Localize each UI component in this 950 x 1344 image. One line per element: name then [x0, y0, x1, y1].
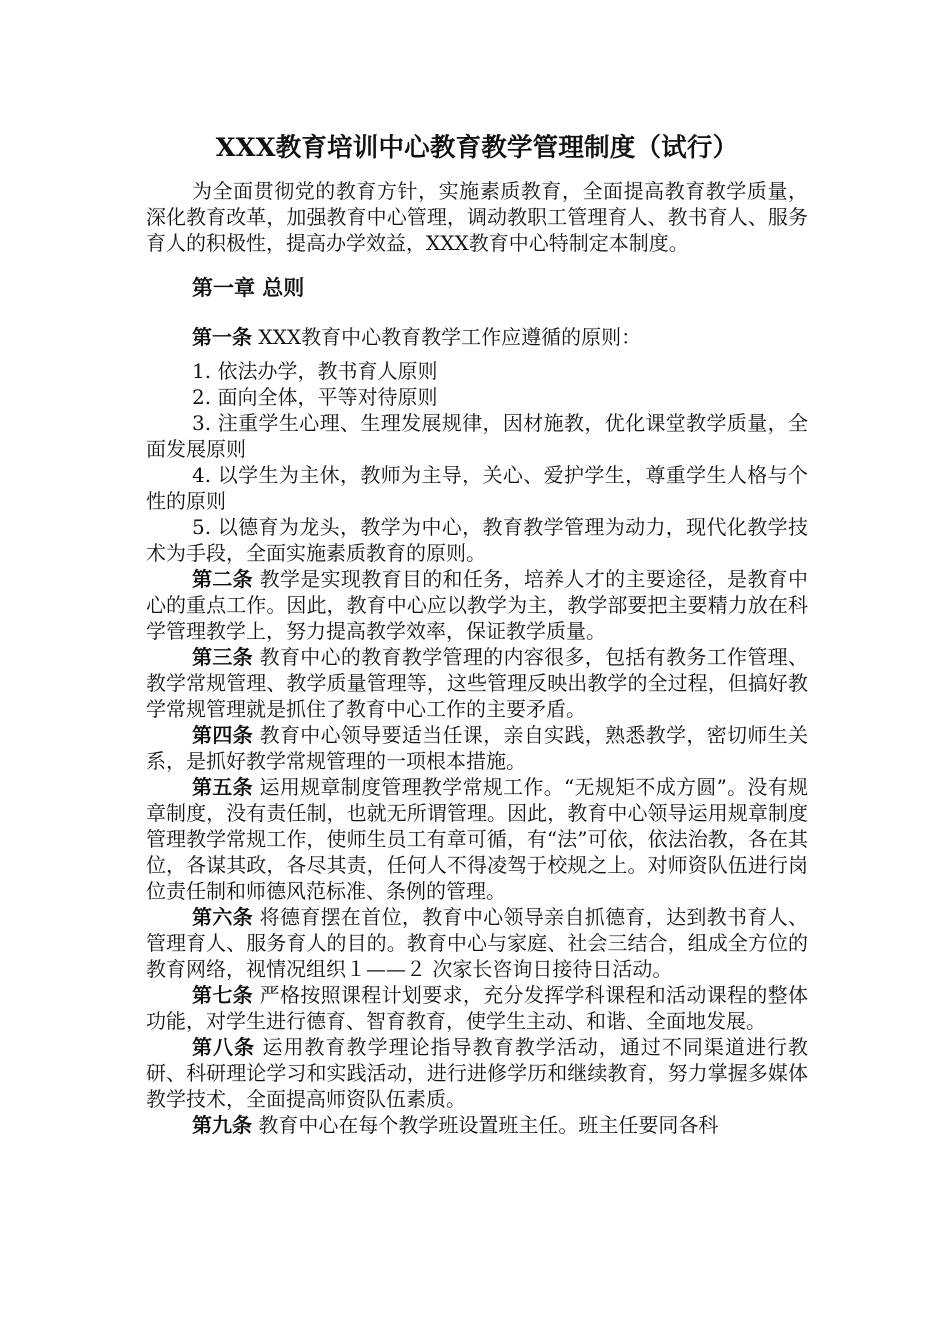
principle-item: 2. 面向全体，平等对待原则 [192, 385, 438, 409]
article-text: 严格按照课程计划要求，充分发挥学科课程和活动课程的整体功能，对学生进行德育、智育教育，使学生主动、和谐、全面地发展。 [146, 983, 809, 1033]
article-label: 第六条 [192, 905, 253, 929]
document-title: XXX教育培训中心教育教学管理制度（试行） [215, 133, 739, 163]
article-text: 教育中心领导要适当任课，亲自实践，熟悉教学，密切师生关系，是抓好教学常规管理的一项根本措施。 [146, 723, 809, 773]
article-text: 运用教育教学理论指导教育教学活动，通过不同渠道进行教研、科研理论学习和实践活动，进行进修学历和继续教育，努力掌握多媒体教学技术，全面提高师资队伍素质。 [146, 1035, 809, 1111]
article-label: 第八条 [192, 1035, 256, 1059]
article-label: 第一条 [192, 325, 252, 349]
document-body [146, 128, 808, 1138]
article-6 [146, 904, 808, 982]
article-text: 教育中心的教育教学管理的内容很多，包括有教务工作管理、教学常规管理、教学质量管理等，这些管理反映出教学的全过程，但搞好教学常规管理就是抓住了教育中心工作的主要矛盾。 [146, 645, 809, 721]
article-5 [146, 774, 808, 904]
article-3 [146, 644, 808, 722]
article-label: 第五条 [192, 775, 253, 799]
article-label: 第七条 [192, 983, 253, 1007]
article-8 [146, 1034, 808, 1112]
principle-item: 5. 以德育为龙头，教学为中心，教育教学管理为动力，现代化教学技术为手段，全面实施素质教育的原则。 [146, 515, 808, 565]
article-label: 第九条 [192, 1113, 252, 1137]
article-4 [146, 722, 808, 774]
article-label: 第三条 [192, 645, 253, 669]
principle-item: 4. 以学生为主休，教师为主导，关心、爱护学生，尊重学生人格与个性的原则 [146, 463, 808, 513]
article-text: XXX教育中心教育教学工作应遵循的原则： [252, 325, 642, 349]
article-9 [146, 1112, 808, 1138]
principles-list [146, 358, 808, 566]
principle-item: 3. 注重学生心理、生理发展规律，因材施教，优化课堂教学质量，全面发展原则 [146, 411, 808, 461]
article-text: 教学是实现教育目的和任务，培养人才的主要途径，是教育中心的重点工作。因此，教育中心应以教学为主，教学部要把主要精力放在科学管理教学上，努力提高教学效率，保证教学质量。 [146, 567, 809, 643]
article-text: 运用规章制度管理教学常规工作。“无规矩不成方圆”。没有规章制度，没有责任制，也就无所谓管理。因此，教育中心领导运用规章制度管理教学常规工作，使师生员工有章可循，有“法”可依，依法治教，各在其位，各谋其政，各尽其责，任何人不得凌驾于校规之上。对师资队伍进行岗位责任制和师德风范标准、条例的管理。 [146, 775, 808, 903]
chapter-heading: 第一章 总则 [192, 275, 305, 300]
article-label: 第二条 [192, 567, 253, 591]
article-text: 教育中心在每个教学班设置班主任。班主任要同各科 [252, 1113, 719, 1137]
principle-item: 1. 依法办学，教书育人原则 [192, 359, 438, 383]
intro-paragraph: 为全面贯彻党的教育方针，实施素质教育，全面提高教育教学质量，深化教育改革，加强教育中心管理，调动教职工管理育人、教书育人、服务育人的积极性，提高办学效益，XXX教育中心特制定本制度。 [146, 179, 808, 255]
article-2 [146, 566, 808, 644]
article-1 [146, 324, 808, 350]
article-label: 第四条 [192, 723, 253, 747]
article-text: 将德育摆在首位，教育中心领导亲自抓德育，达到教书育人、管理育人、服务育人的目的。教育中心与家庭、社会三结合，组成全方位的教育网络，视情况组织１——２ 次家长咨询日接待日活动。 [146, 905, 809, 981]
article-7 [146, 982, 808, 1034]
